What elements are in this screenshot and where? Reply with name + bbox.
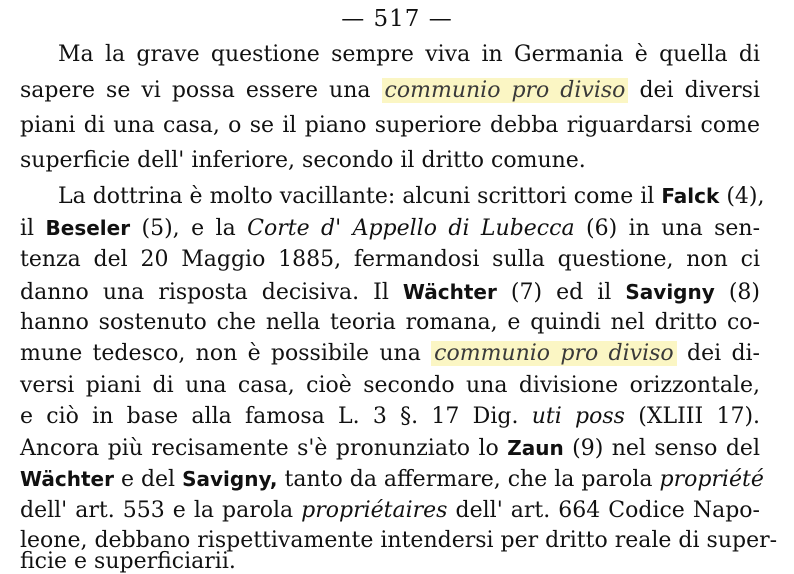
text-line: piani di una casa, o se il piano superiore debba riguardarsi come [20,113,760,138]
author-name: Zaun [507,436,564,460]
text-line: mune tedesco, non è possibile una communio pro diviso dei di- [20,341,760,366]
text-line: Ancora più recisamente s'è pronunziato lo Zaun (9) nel senso del [20,436,760,461]
author-name: Beseler [45,216,131,240]
text-line: leone, debbano rispettivamente intendersi per dritto reale di super- [20,528,778,553]
text-line: sapere se vi possa essere una communio pro diviso dei diversi [20,78,761,103]
text-line: il Beseler (5), e la Corte d' Appello di Lubecca (6) in una sen- [20,216,761,241]
highlighted-term: communio pro diviso [382,78,629,103]
text-line: Wächter e del Savigny, tanto da affermare, che la parola propriété [20,467,764,492]
text-line: tenza del 20 Maggio 1885, fermandosi sulla questione, non ci [20,247,760,272]
page-number: — 517 — [341,6,453,32]
author-name: Savigny [625,280,715,304]
text-line: danno una risposta decisiva. Il Wächter (7) ed il Savigny (8) [20,280,760,305]
text-line: e ciò in base alla famosa L. 3 §. 17 Dig. uti poss (XLIII 17). [20,404,761,429]
text-line: La dottrina è molto vacillante: alcuni scrittori come il Falck (4), [58,184,765,209]
text-line: hanno sostenuto che nella teoria romana, e quindi nel dritto co- [20,310,760,335]
text-line: dell' art. 553 e la parola propriétaires dell' art. 664 Codice Napo- [20,498,760,523]
author-name: Savigny, [182,467,278,491]
highlighted-term: communio pro diviso [431,341,677,366]
author-name: Wächter [402,280,497,304]
text-line: versi piani di una casa, cioè secondo una divisione orizzontale, [20,373,760,398]
text-line: superficie dell' inferiore, secondo il dritto comune. [20,148,586,173]
author-name: Falck [661,184,720,208]
author-name: Wächter [20,467,114,491]
text-line: ficie e superficiarii. [20,549,236,574]
text-line: Ma la grave questione sempre viva in Germania è quella di [58,42,760,67]
